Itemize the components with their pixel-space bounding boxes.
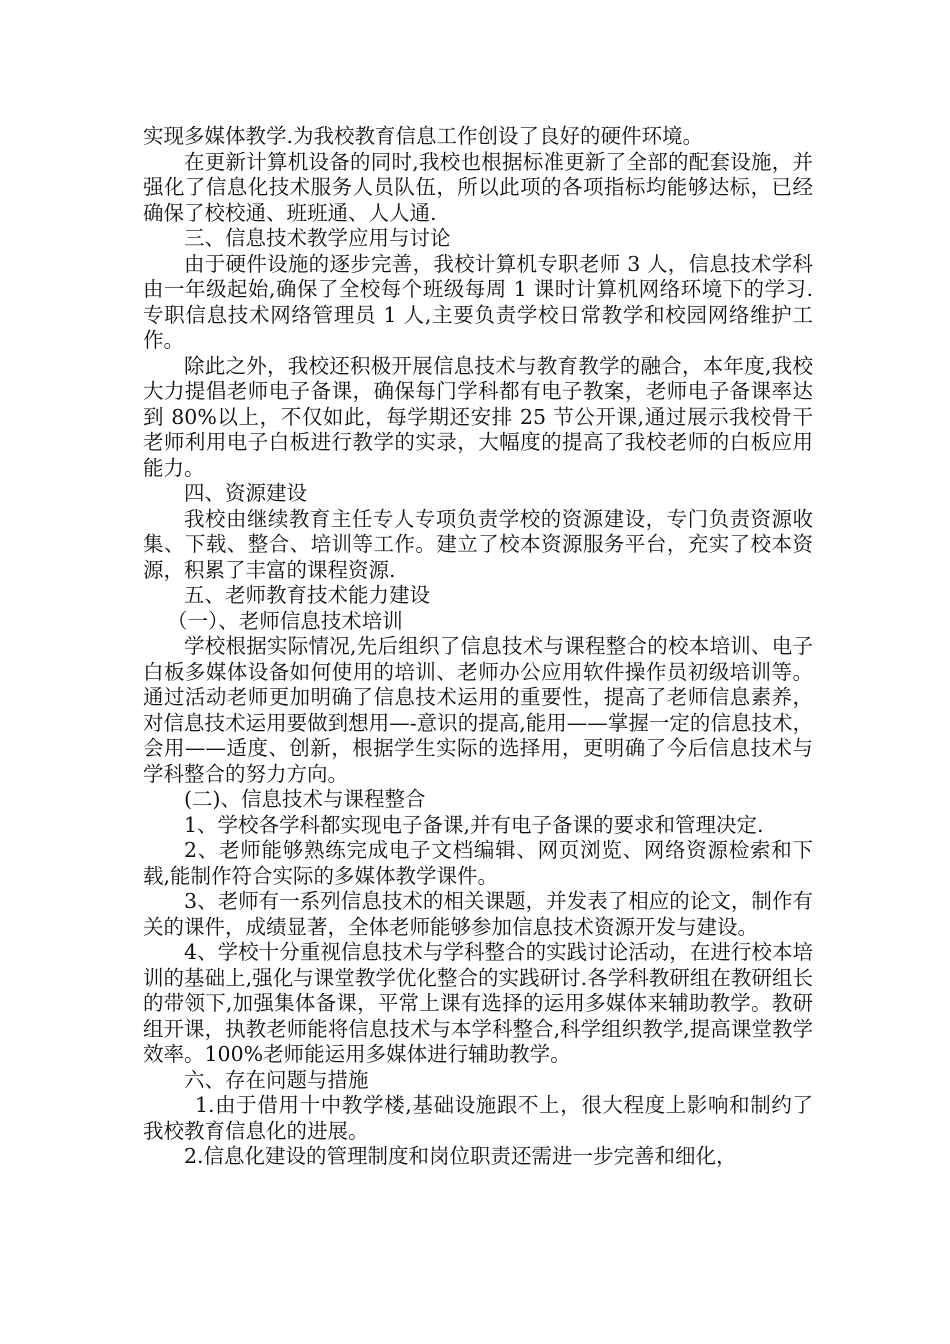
list-item-2: 2、老师能够熟练完成电子文档编辑、网页浏览、网络资源检索和下载,能制作符合实际的多媒体教学课件。 <box>143 838 813 888</box>
paragraph-equipment-update: 在更新计算机设备的同时,我校也根据标准更新了全部的配套设施，并强化了信息化技术服务人员队伍，所以此项的各项指标均能够达标，已经确保了校校通、班班通、人人通. <box>143 149 813 225</box>
section-heading-5: 五、老师教育技术能力建设 <box>184 583 430 607</box>
paragraph-integration: 除此之外，我校还积极开展信息技术与教育教学的融合，本年度,我校大力提倡老师电子备课，确保每门学科都有电子教案，老师电子备课率达到 80%以上，不仅如此，每学期还安排 25 节公开课,通过展示我校骨干老师利用电子白板进行教学的实录，大幅度的提高了我校老师的白板应用能力。 <box>143 353 813 480</box>
subsection-heading-5-1: （一）、老师信息技术培训 <box>167 608 403 633</box>
problem-item-2: 2.信息化建设的管理制度和岗位职责还需进一步完善和细化， <box>184 1144 737 1168</box>
list-item-3: 3、老师有一系列信息技术的相关课题，并发表了相应的论文，制作有关的课件，成绩显著，全体老师能够参加信息技术资源开发与建设。 <box>143 889 813 939</box>
section-heading-3: 三、信息技术教学应用与讨论 <box>184 226 451 250</box>
paragraph-intro-hardware: 实现多媒体教学.为我校教育信息工作创设了良好的硬件环境。 <box>143 124 704 148</box>
paragraph-resources: 我校由继续教育主任专人专项负责学校的资源建设，专门负责资源收集、下载、整合、培训等工作。建立了校本资源服务平台，充实了校本资源，积累了丰富的课程资源. <box>143 506 813 582</box>
list-item-4: 4、学校十分重视信息技术与学科整合的实践讨论活动，在进行校本培训的基础上,强化与课堂教学优化整合的实践研讨.各学科教研组在教研组长的带领下,加强集体备课，平常上课有选择的运用多媒体来辅助教学。教研组开课，执教老师能将信息技术与本学科整合,科学组织教学,提高课堂教学效率。100%老师能运用多媒体进行辅助教学。 <box>143 940 813 1066</box>
section-heading-6: 六、存在问题与措施 <box>184 1067 369 1092</box>
document-body <box>143 124 813 1170</box>
section-heading-4: 四、资源建设 <box>184 481 307 505</box>
list-item-1: 1、学校各学科都实现电子备课,并有电子备课的要求和管理决定. <box>184 812 764 837</box>
paragraph-training: 学校根据实际情况,先后组织了信息技术与课程整合的校本培训、电子白板多媒体设备如何使用的培训、老师办公应用软件操作员初级培训等。通过活动老师更加明确了信息技术运用的重要性，提高了老师信息素养，对信息技术运用要做到想用—-意识的提高,能用——掌握一定的信息技术，会用——适度、创新，根据学生实际的选择用，更明确了今后信息技术与学科整合的努力方向。 <box>143 634 813 786</box>
paragraph-teaching-staff: 由于硬件设施的逐步完善，我校计算机专职老师 3 人，信息技术学科由一年级起始,确保了全校每个班级每周 1 课时计算机网络环境下的学习.专职信息技术网络管理员 1 人,主要负责学校日常教学和校园网络维护工作。 <box>143 251 813 352</box>
subsection-heading-5-2: (二)、信息技术与课程整合 <box>184 787 426 811</box>
problem-item-1: 1.由于借用十中教学楼,基础设施跟不上，很大程度上影响和制约了我校教育信息化的进展。 <box>143 1093 813 1143</box>
